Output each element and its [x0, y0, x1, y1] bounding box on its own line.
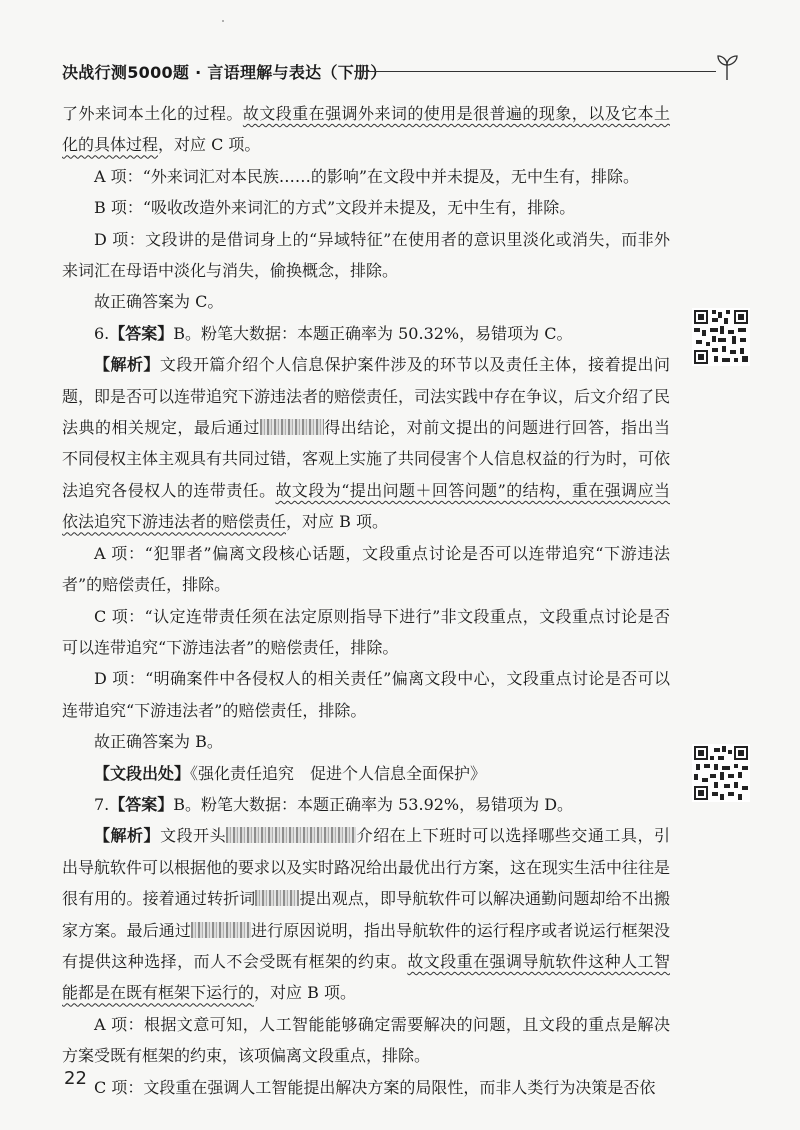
- text: 文段开头: [160, 826, 227, 846]
- q6-option-d: D 项：“明确案件中各侵权人的相关责任”偏离文段中心，文段重点讨论是否可以连带追究“下游违法者”的赔偿责任，排除。: [62, 669, 670, 720]
- option-d: D 项：文段讲的是借词身上的“异域特征”在使用者的意识里淡化或消失，而非外来词汇在母语中淡化与消失，偷换概念，排除。: [62, 229, 670, 281]
- qr-code-icon: [692, 308, 750, 366]
- source-text: 《强化责任追究 促进个人信息全面保护》: [190, 763, 487, 783]
- qr-code-icon[interactable]: [692, 308, 750, 366]
- redacted-text: [226, 827, 356, 843]
- source-tag: 【文段出处】: [94, 763, 191, 783]
- key-sentence: 故文段重在强调导航软件这种人工智能都是在既有框架下运行的: [62, 951, 670, 1003]
- q7-option-a: A 项：根据文意可知，人工智能能够确定需要解决的问题，且文段的重点是解决方案受既有框架的约束，该项偏离文段重点，排除。: [62, 1014, 670, 1066]
- header-rule: [354, 71, 716, 72]
- scan-speck: [222, 20, 224, 22]
- answer-text: B。粉笔大数据：本题正确率为 50.32%，易错项为 C。: [173, 323, 573, 343]
- qr-code-icon[interactable]: [692, 744, 750, 802]
- option-a: A 项：“外来词汇对本民族……的影响”在文段中并未提及，无中生有，排除。: [94, 166, 640, 186]
- redacted-text: [255, 890, 299, 906]
- q7-answer: [62, 789, 670, 820]
- redacted-text: [260, 419, 324, 435]
- running-header: [62, 52, 742, 88]
- text: ，对应 B 项。: [254, 983, 356, 1003]
- explanation-tag: 【解析】: [94, 355, 160, 375]
- text: ，对应 B 项。: [286, 512, 388, 532]
- page-body: [62, 98, 670, 1103]
- q6-explanation: [62, 349, 670, 537]
- q7-option-c: C 项：文段重在强调人工智能提出解决方案的局限性，而非人类行为决策是否依: [94, 1077, 656, 1097]
- text: 得出结论，对前文提出的问题进行回答，指出当不同侵权主体主观具有共同过错，客观上实施了共同侵害个人信息权益的行为时，可依法追究各侵权人的连带责任。: [62, 418, 671, 500]
- key-sentence: 故文段重在强调外来词的使用是很普遍的现象，以及它本土化的具体过程: [62, 104, 670, 155]
- option-b: B 项：“吸收改造外来词汇的方式”文段并未提及，无中生有，排除。: [94, 198, 576, 218]
- paragraph-c-conclusion: [62, 98, 670, 161]
- q7-explanation: [62, 820, 670, 1008]
- qr-code-icon: [692, 744, 750, 802]
- q6-answer: [62, 318, 670, 349]
- book-title: 决战行测5000题 · 言语理解与表达（下册）: [62, 63, 387, 82]
- text: 提出观点，即导航软件可以解决通勤问题却给不出搬家方案。最后通过: [62, 889, 670, 940]
- q6-final-answer: 故正确答案为 B。: [94, 732, 223, 752]
- redacted-text: [191, 922, 251, 938]
- q6-option-a: A 项：“犯罪者”偏离文段核心话题，文段重点讨论是否可以连带追究“下游违法者”的赔偿责任，排除。: [62, 543, 670, 595]
- q6-source: [62, 758, 670, 789]
- text: ，对应 C 项。: [158, 135, 261, 155]
- question-number: 6.: [94, 323, 110, 343]
- answer-text: B。粉笔大数据：本题正确率为 53.92%，易错项为 D。: [173, 794, 574, 814]
- q6-option-c: C 项：“认定连带责任须在法定原则指导下进行”非文段重点，文段重点讨论是否可以连带追究“下游违法者”的赔偿责任，排除。: [62, 606, 670, 657]
- text: 进行原因说明，指出导航软件的运行程序或者说运行框架没有提供这种选择，而人不会受既有框架的约束。: [62, 920, 670, 971]
- explanation-tag: 【解析】: [94, 826, 161, 846]
- text: 了外来词本土化的过程。: [62, 104, 243, 123]
- key-sentence: 故文段为“提出问题＋回答问题”的结构，重在强调应当依法追究下游违法者的赔偿责任: [62, 480, 670, 532]
- final-answer: 故正确答案为 C。: [94, 292, 224, 312]
- sprout-icon: [712, 52, 742, 82]
- text: 介绍在上下班时可以选择哪些交通工具，引出导航软件可以根据他的要求以及实时路况给出最优出行方案，这在现实生活中往往是很有用的。接着通过转折词: [62, 826, 671, 909]
- text: 文段开篇介绍个人信息保护案件涉及的环节以及责任主体，接着提出问题，即是否可以连带追究下游违法者的赔偿责任，司法实践中存在争议，后文介绍了民法典的相关规定，最后通过: [62, 355, 671, 438]
- answer-tag: 【答案】: [109, 794, 174, 814]
- page-number: 22: [64, 1068, 87, 1089]
- question-number: 7.: [94, 794, 110, 814]
- answer-tag: 【答案】: [109, 323, 174, 343]
